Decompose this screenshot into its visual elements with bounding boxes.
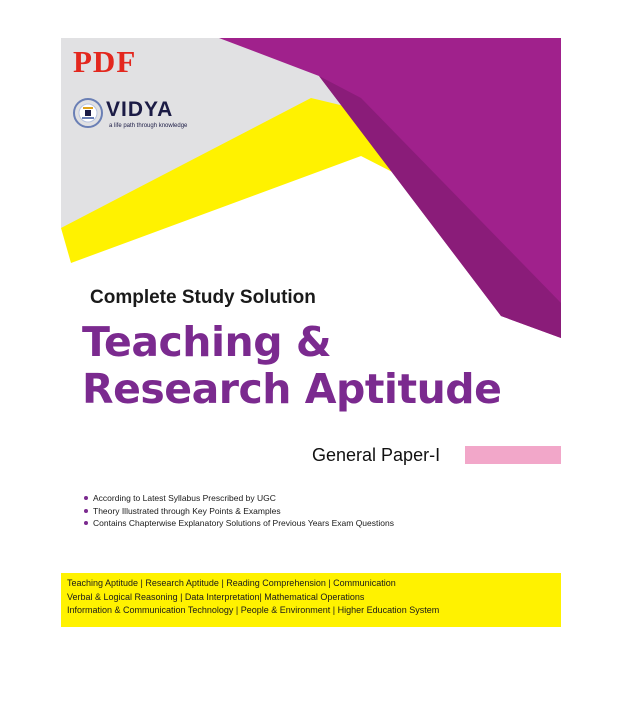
list-item: According to Latest Syllabus Prescribed by UGC [84,492,394,505]
publisher-logo [72,97,232,135]
title-line-1: Teaching & [82,318,332,366]
feature-list [84,492,394,530]
paper-label: General Paper-I [312,445,441,465]
bullet-icon [84,509,88,513]
bullet-icon [84,496,88,500]
title-line-2: Research Aptitude [82,365,502,413]
book-title [82,319,501,413]
vidya-emblem-icon [72,97,104,129]
topics-line-2: Verbal & Logical Reasoning | Data Interpretation| Mathematical Operations [67,591,365,602]
book-subtitle: Complete Study Solution [90,287,316,308]
topics-line-1: Teaching Aptitude | Research Aptitude | Reading Comprehension | Communication [67,578,396,588]
paper-accent-bar [465,446,561,464]
publisher-tagline: a life path through knowledge [109,123,188,129]
list-item: Contains Chapterwise Explanatory Solutions of Previous Years Exam Questions [84,517,394,530]
topics-line-3: Information & Communication Technology | People & Environment | Higher Education System [67,605,440,615]
topics-banner [61,573,561,627]
list-item: Theory Illustrated through Key Points & Examples [84,505,394,518]
pdf-badge: PDF [73,44,137,79]
publisher-name: VIDYA [106,98,174,121]
bullet-icon [84,521,88,525]
